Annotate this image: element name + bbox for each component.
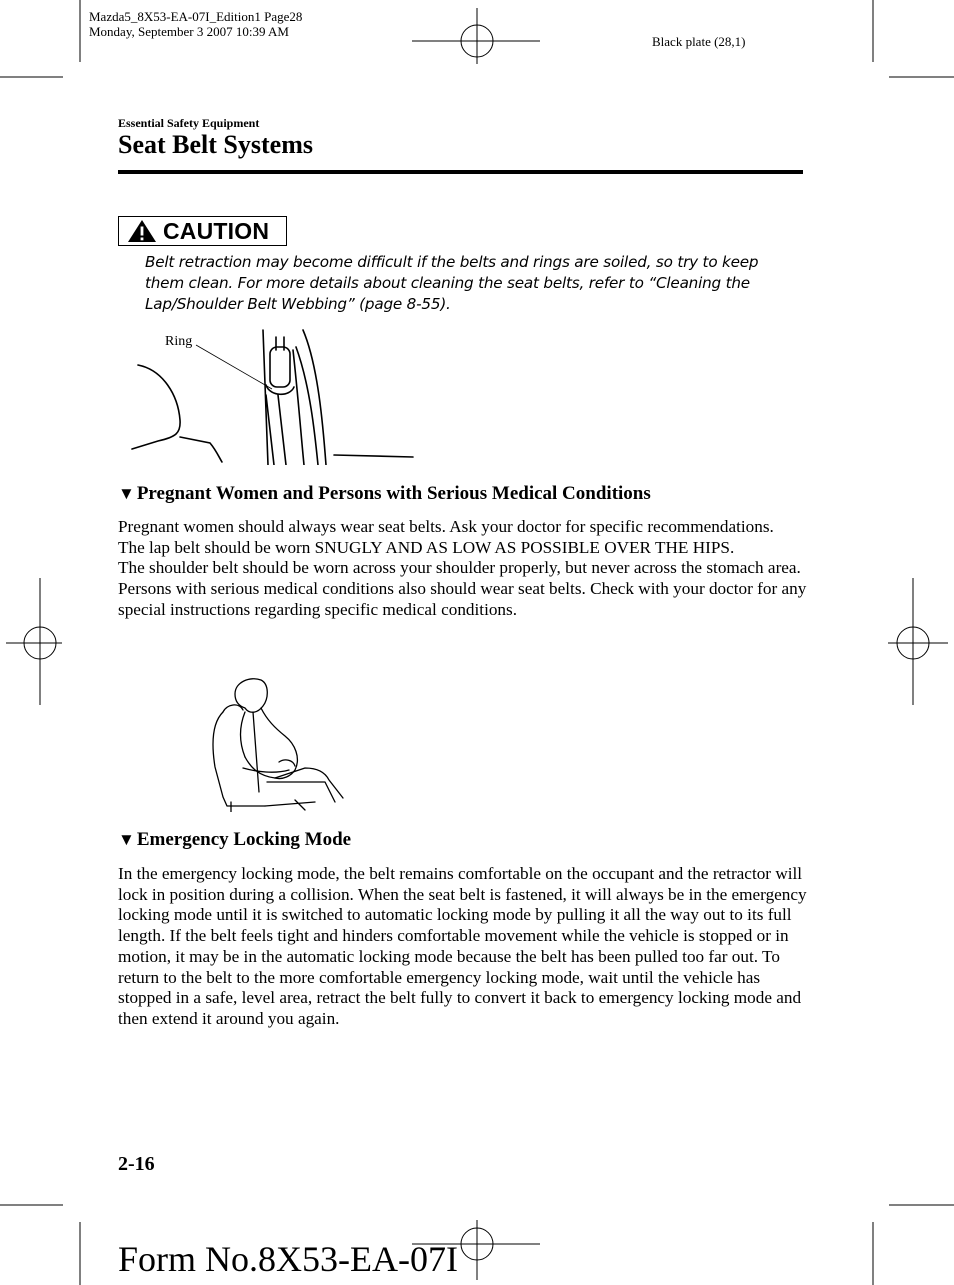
pregnant-section-heading <box>118 483 651 505</box>
emergency-section-body <box>118 864 808 1030</box>
emergency-heading-text: Emergency Locking Mode <box>136 829 352 850</box>
triangle-bullet-icon: ▼ <box>118 830 135 849</box>
caution-label: CAUTION <box>163 217 270 244</box>
paragraph: Pregnant women should always wear seat belts. Ask your doctor for specific recommendations. <box>118 517 774 536</box>
ring-label: Ring <box>165 334 193 349</box>
print-header <box>89 9 302 39</box>
caution-box <box>118 216 287 246</box>
paragraph: The shoulder belt should be worn across your shoulder properly, but never across the stomach area. <box>118 558 801 578</box>
plate-label: Black plate (28,1) <box>652 34 746 49</box>
paragraph: The lap belt should be worn SNUGLY AND AS LOW AS POSSIBLE OVER THE HIPS. <box>118 537 735 557</box>
pregnant-section-body <box>118 517 808 621</box>
seat-belt-ring-illustration <box>118 325 418 465</box>
paragraph: In the emergency locking mode, the belt remains comfortable on the occupant and the retractor will lock in position during a collision. When the seat belt is fastened, it will always be in the emergency locking mode until it is switched to automatic locking mode by pulling it all the way out to its full length. If the belt feels tight and hinders comfortable movement while the vehicle is stopped or in motion, it may be in the automatic locking mode because the belt has been pulled too far out. To return to the belt to the more comfortable emergency locking mode, wait until the vehicle has stopped in a safe, level area, retract the belt fully to convert it back to emergency locking mode and then extend it around you again. <box>118 864 807 1028</box>
paragraph: Persons with serious medical conditions also should wear seat belts. Check with your doctor for any special instructions regarding specific medical conditions. <box>118 579 807 619</box>
print-header-line2: Monday, September 3 2007 10:39 AM <box>89 24 289 39</box>
print-header-line1: Mazda5_8X53-EA-07I_Edition1 Page28 <box>89 9 303 24</box>
warning-triangle-icon <box>127 219 157 243</box>
emergency-section-heading <box>118 829 351 851</box>
page-title: Seat Belt Systems <box>118 130 313 159</box>
triangle-bullet-icon: ▼ <box>118 484 135 503</box>
page-number: 2-16 <box>118 1153 155 1175</box>
pregnant-woman-seatbelt-illustration <box>205 672 355 812</box>
pregnant-heading-text: Pregnant Women and Persons with Serious Medical Conditions <box>136 483 651 504</box>
title-rule <box>118 170 803 174</box>
caution-text: Belt retraction may become difficult if the belts and rings are soiled, so try to keep them clean. For more details about cleaning the seat belts, refer to “Cleaning the Lap/Shoulder Belt Webbing” (page 8-55). <box>145 253 759 313</box>
form-number: Form No.8X53-EA-07I <box>118 1239 458 1279</box>
section-label: Essential Safety Equipment <box>118 116 260 130</box>
